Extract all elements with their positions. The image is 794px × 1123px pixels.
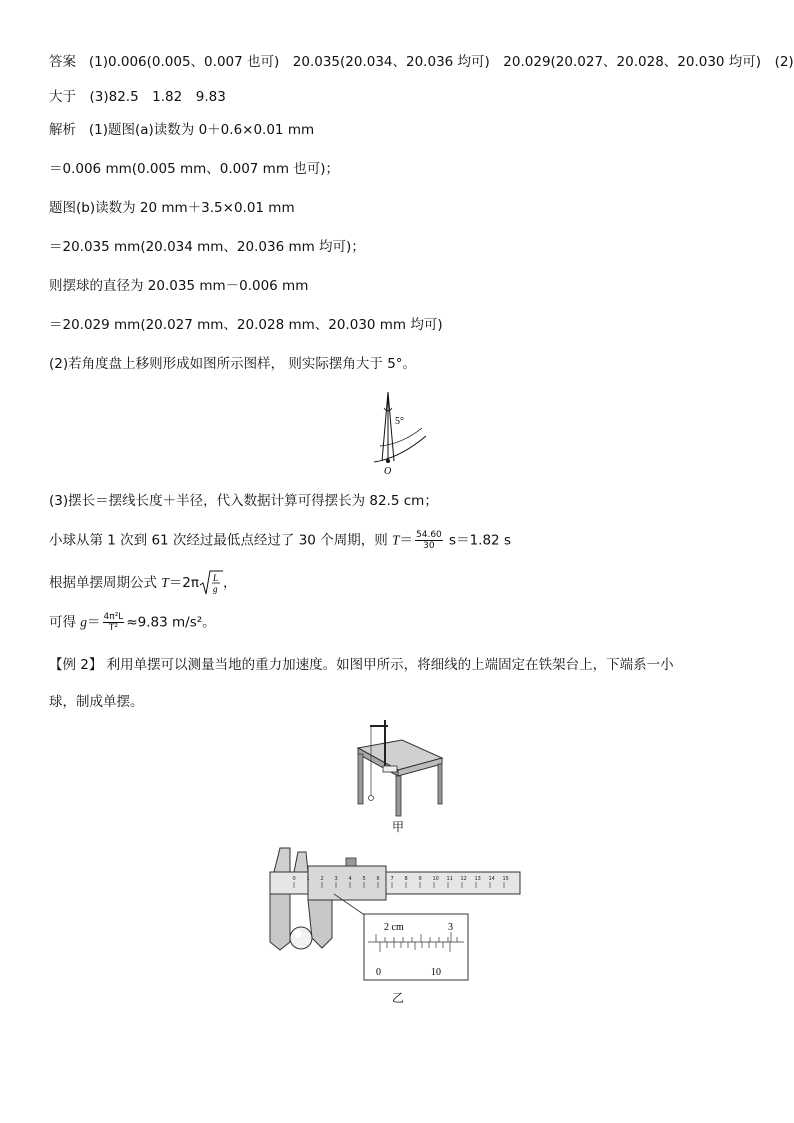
zoom-label-0: 0 (376, 967, 381, 978)
fraction-g-denominator: T² (108, 623, 118, 633)
analysis-text-7: (2)若角度盘上移则形成如图所示图样， 则实际摆角大于 5°。 (49, 356, 417, 372)
main-scale-label: 11 (446, 876, 453, 882)
answer-text-2: 大于 (3)82.5 1.82 9.83 (49, 89, 226, 105)
var-g: g (80, 614, 88, 630)
main-scale-label: 13 (474, 876, 481, 882)
analysis-line-10 (49, 570, 237, 596)
main-scale-label: 6 (376, 876, 380, 882)
analysis-line-1 (49, 121, 314, 139)
fraction-numerator: 54.60 (416, 530, 442, 540)
analysis-text-11b: ≈9.83 m/s²。 (126, 614, 216, 631)
example-line-1 (49, 656, 674, 674)
analysis-text-6: ＝20.029 mm(20.027 mm、20.028 mm、20.030 mm 均可) (49, 317, 443, 333)
answer-line-1 (49, 53, 794, 71)
main-scale-label: 2 (320, 876, 324, 882)
fraction-denominator: 30 (423, 541, 435, 551)
origin-label: O (384, 466, 392, 477)
main-scale-label: 5 (362, 876, 366, 882)
main-scale-label: 3 (334, 876, 338, 882)
equals-sign: ＝ (399, 532, 413, 549)
sqrt-num-L: L (213, 573, 219, 583)
angle-label: 5° (395, 416, 404, 427)
vernier-caliper-figure (268, 842, 526, 987)
analysis-text-9a: 小球从第 1 次到 61 次经过最低点经过了 30 个周期，则 (49, 532, 392, 549)
answer-text-1: (1)0.006(0.005、0.007 也可) 20.035(20.034、20.036 均可) 20.029(20.027、20.028、20.030 均可) (2) (88, 54, 794, 70)
answer-label: 答案 (49, 54, 76, 70)
fraction-g (103, 612, 125, 633)
analysis-text-10b: ＝2π (168, 575, 200, 591)
analysis-line-11 (49, 612, 216, 633)
iron-stand-figure (340, 718, 450, 818)
var-T: T (391, 532, 400, 548)
zoom-label-2cm: 2 cm (384, 922, 404, 933)
analysis-text-11a: 可得 (49, 614, 81, 631)
zoom-label-10: 10 (431, 967, 441, 978)
analysis-text-3: 题图(b)读数为 20 mm＋3.5×0.01 mm (49, 200, 295, 216)
analysis-text-10c: ， (223, 575, 237, 591)
figure-caption-jia: 甲 (392, 820, 405, 834)
analysis-text-1: (1)题图(a)读数为 0＋0.6×0.01 mm (88, 122, 315, 138)
analysis-text-5: 则摆球的直径为 20.035 mm－0.006 mm (49, 278, 309, 294)
equals-sign-2: ＝ (87, 614, 101, 631)
var-T-2: T (161, 575, 169, 590)
analysis-text-9b: s＝1.82 s (444, 532, 511, 549)
main-scale-label: 10 (432, 876, 439, 882)
main-scale-label: 8 (404, 876, 408, 882)
zoom-label-3: 3 (448, 922, 453, 933)
analysis-text-10a: 根据单摆周期公式 (49, 575, 162, 591)
sqrt-symbol (199, 570, 223, 596)
main-scale-label: 1 (306, 876, 310, 882)
main-scale-label: 4 (348, 876, 352, 882)
example-text-2: 球，制成单摆。 (49, 694, 144, 710)
main-scale-label: 12 (460, 876, 467, 882)
main-scale-label: 0 (292, 876, 296, 882)
pendulum-angle-figure (370, 388, 430, 478)
main-scale-label: 7 (390, 876, 394, 882)
analysis-line-9 (49, 530, 511, 551)
fraction-g-numerator: 4π²L (103, 612, 124, 622)
main-scale-label: 15 (502, 876, 509, 882)
fraction-period (415, 530, 443, 551)
analysis-label: 解析 (49, 122, 76, 138)
example-text-1: 利用单摆可以测量当地的重力加速度。如图甲所示，将细线的上端固定在铁架台上，下端系一小 (102, 657, 674, 673)
main-scale-label: 9 (418, 876, 422, 882)
analysis-text-4: ＝20.035 mm(20.034 mm、20.036 mm 均可)； (49, 239, 365, 255)
analysis-text-8: (3)摆长＝摆线长度＋半径，代入数据计算可得摆长为 82.5 cm； (49, 493, 438, 509)
sqrt-den-g: g (213, 584, 218, 594)
figure-caption-yi: 乙 (392, 991, 405, 1005)
analysis-text-2: ＝0.006 mm(0.005 mm、0.007 mm 也可)； (49, 161, 340, 177)
example-label: 【例 2】 (49, 657, 103, 673)
main-scale-label: 14 (488, 876, 495, 882)
